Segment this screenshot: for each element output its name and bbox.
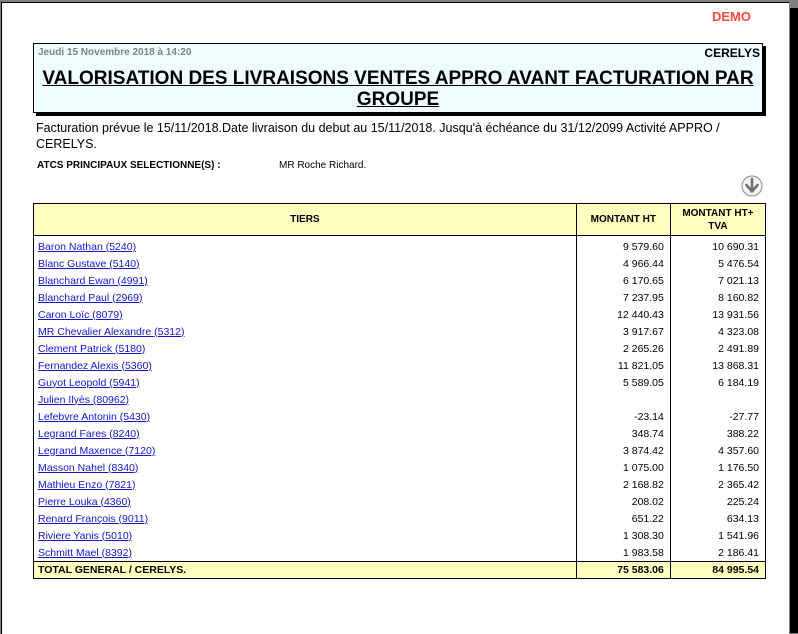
montant-ht: 9 579.60 — [576, 236, 670, 256]
montant-ht: 2 168.82 — [576, 476, 670, 493]
montant-ttc: 2 365.42 — [670, 476, 765, 493]
table-header-row — [34, 204, 766, 236]
tiers-link[interactable]: Legrand Maxence (7120) — [38, 444, 156, 457]
tiers-link[interactable]: Guyot Leopold (5941) — [38, 376, 140, 389]
montant-ht — [576, 391, 670, 408]
tiers-link[interactable]: Blanchard Ewan (4991) — [38, 274, 148, 287]
montant-ht: 3 874.42 — [576, 442, 670, 459]
table-row — [34, 408, 766, 425]
tiers-link[interactable]: Masson Nahel (8340) — [38, 461, 139, 474]
download-arrow-circle-icon[interactable] — [741, 175, 763, 197]
montant-ttc: 4 323.08 — [670, 323, 765, 340]
montant-ttc: 5 476.54 — [670, 255, 765, 272]
montant-ht: 5 589.05 — [576, 374, 670, 391]
table-row — [34, 340, 766, 357]
montant-ht: 348.74 — [576, 425, 670, 442]
montant-ht: 2 265.26 — [576, 340, 670, 357]
atcs-label: ATCS PRINCIPAUX SELECTIONNE(S) : — [37, 160, 221, 171]
montant-ttc: 8 160.82 — [670, 289, 765, 306]
table-row — [34, 459, 766, 476]
column-header-montant-ht: MONTANT HT — [576, 204, 670, 236]
report-title: VALORISATION DES LIVRAISONS VENTES APPRO AVANT FACTURATION PAR GROUPE — [42, 68, 754, 110]
table-row — [34, 493, 766, 510]
total-row — [34, 562, 766, 579]
tiers-link[interactable]: Legrand Fares (8240) — [38, 427, 140, 440]
tiers-link[interactable]: Riviere Yanis (5010) — [38, 529, 133, 542]
table-row — [34, 442, 766, 459]
demo-watermark: DEMO — [712, 9, 751, 24]
company-name: CERELYS — [704, 46, 760, 60]
table-row — [34, 289, 766, 306]
montant-ht: 12 440.43 — [576, 306, 670, 323]
montant-ttc — [670, 391, 765, 408]
table-row — [34, 391, 766, 408]
total-montant-ttc: 84 995.54 — [670, 562, 765, 579]
tiers-link[interactable]: Clement Patrick (5180) — [38, 342, 146, 355]
column-header-tiers: TIERS — [34, 204, 577, 236]
montant-ht: 651.22 — [576, 510, 670, 527]
table-row — [34, 476, 766, 493]
report-description: Facturation prévue le 15/11/2018.Date livraison du debut au 15/11/2018. Jusqu'à échéance du 31/12/2099 Activité APPRO / CERELYS. — [36, 121, 720, 151]
tiers-link[interactable]: Lefebvre Antonin (5430) — [38, 410, 151, 423]
tiers-link[interactable]: Julien Ilyès (80962) — [38, 393, 130, 406]
montant-ttc: 4 357.60 — [670, 442, 765, 459]
montant-ht: 1 075.00 — [576, 459, 670, 476]
montant-ht: 208.02 — [576, 493, 670, 510]
montant-ttc: 10 690.31 — [670, 236, 765, 256]
tiers-link[interactable]: Pierre Louka (4360) — [38, 495, 131, 508]
montant-ttc: 2 186.41 — [670, 544, 765, 562]
table-row — [34, 306, 766, 323]
montant-ttc: 1 176.50 — [670, 459, 765, 476]
montant-ht: -23.14 — [576, 408, 670, 425]
tiers-link[interactable]: Fernandez Alexis (5360) — [38, 359, 152, 372]
atcs-value: MR Roche Richard. — [279, 160, 367, 171]
table-row — [34, 374, 766, 391]
tiers-link[interactable]: Mathieu Enzo (7821) — [38, 478, 136, 491]
montant-ttc: 1 541.96 — [670, 527, 765, 544]
montant-ht: 3 917.67 — [576, 323, 670, 340]
montant-ht: 7 237.95 — [576, 289, 670, 306]
tiers-link[interactable]: MR Chevalier Alexandre (5312) — [38, 325, 185, 338]
montant-ttc: 7 021.13 — [670, 272, 765, 289]
tiers-link[interactable]: Renard François (9011) — [38, 512, 149, 525]
valuation-table — [33, 203, 766, 579]
table-row — [34, 236, 766, 256]
table-row — [34, 255, 766, 272]
report-date: Jeudi 15 Novembre 2018 à 14:20 — [38, 47, 192, 58]
montant-ht: 1 308.30 — [576, 527, 670, 544]
tiers-link[interactable]: Baron Nathan (5240) — [38, 241, 137, 253]
montant-ht: 6 170.65 — [576, 272, 670, 289]
montant-ttc: -27.77 — [670, 408, 765, 425]
montant-ttc: 2 491.89 — [670, 340, 765, 357]
table-row — [34, 323, 766, 340]
column-header-montant-ttc: MONTANT HT+ TVA — [670, 204, 765, 236]
montant-ttc: 13 868.31 — [670, 357, 765, 374]
montant-ht: 1 983.58 — [576, 544, 670, 562]
montant-ttc: 225.24 — [670, 493, 765, 510]
report-page — [1, 2, 789, 634]
table-row — [34, 527, 766, 544]
montant-ttc: 634.13 — [670, 510, 765, 527]
table-row — [34, 272, 766, 289]
page-shadow — [790, 8, 798, 633]
montant-ht: 4 966.44 — [576, 255, 670, 272]
report-header — [33, 43, 763, 113]
tiers-link[interactable]: Blanchard Paul (2969) — [38, 291, 143, 304]
table-row — [34, 510, 766, 527]
tiers-link[interactable]: Caron Loïc (8079) — [38, 308, 123, 321]
montant-ttc: 6 184.19 — [670, 374, 765, 391]
montant-ttc: 388.22 — [670, 425, 765, 442]
table-row — [34, 425, 766, 442]
tiers-link[interactable]: Blanc Gustave (5140) — [38, 257, 140, 270]
montant-ht: 11 821.05 — [576, 357, 670, 374]
total-label: TOTAL GENERAL / CERELYS. — [34, 562, 577, 579]
montant-ttc: 13 931.56 — [670, 306, 765, 323]
table-row — [34, 357, 766, 374]
tiers-link[interactable]: Schmitt Mael (8392) — [38, 546, 132, 559]
total-montant-ht: 75 583.06 — [576, 562, 670, 579]
table-row — [34, 544, 766, 562]
